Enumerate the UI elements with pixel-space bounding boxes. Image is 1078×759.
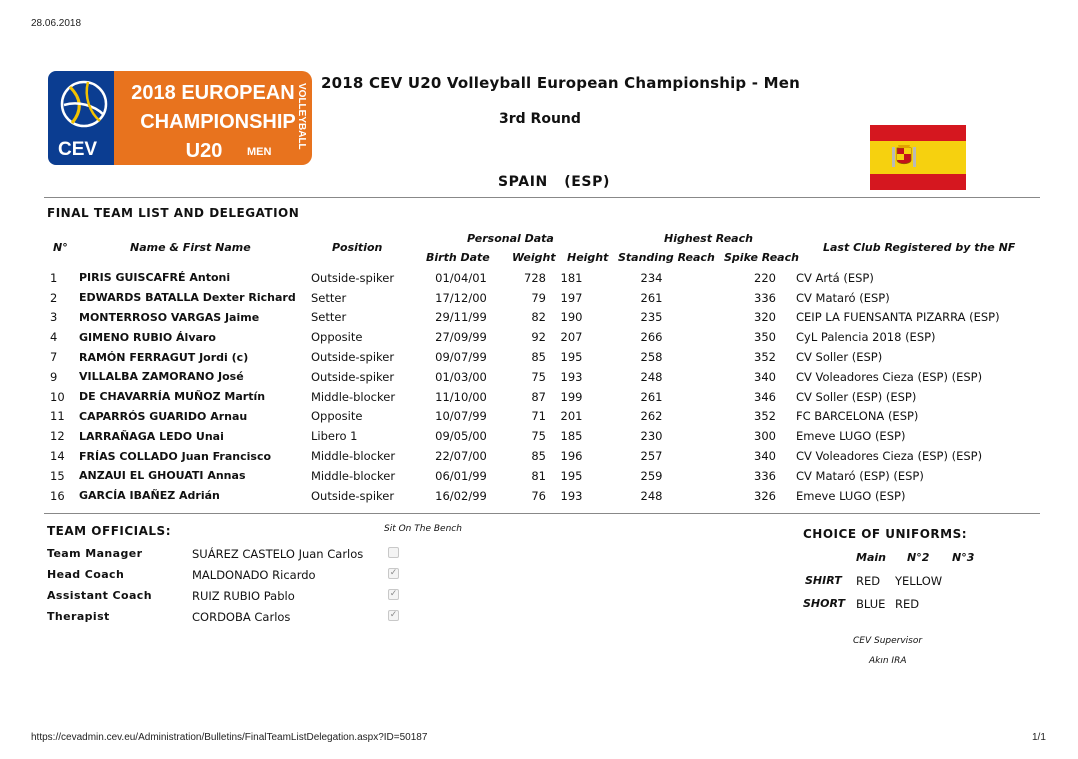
bench-checkbox-assistant-coach[interactable]: ✓ — [389, 589, 398, 599]
spain-flag-icon — [870, 125, 966, 190]
player-height: 190 — [560, 310, 583, 325]
player-standing-reach: 261 — [640, 290, 663, 305]
officials-section-title: TEAM OFFICIALS: — [47, 524, 171, 538]
player-standing-reach: 248 — [640, 369, 663, 384]
player-height: 196 — [560, 449, 583, 464]
player-weight: 85 — [531, 350, 546, 365]
highest-reach-header: Highest Reach — [664, 232, 753, 245]
player-name: ANZAUI EL GHOUATI Annas — [79, 469, 246, 483]
player-spike-reach: 336 — [754, 290, 776, 305]
bench-checkbox-therapist[interactable]: ✓ — [389, 610, 398, 620]
table-row — [44, 426, 1000, 446]
player-weight: 75 — [531, 369, 546, 384]
player-birth-date: 11/10/00 — [435, 389, 487, 404]
player-club: FC BARCELONA (ESP) — [796, 409, 919, 424]
player-club: CV Voleadores Cieza (ESP) (ESP) — [796, 449, 983, 464]
players-table-body — [44, 268, 1000, 506]
player-name: PIRIS GUISCAFRÉ Antoni — [79, 271, 231, 285]
player-standing-reach: 266 — [640, 330, 663, 345]
player-club: CV Soller (ESP) (ESP) — [796, 389, 917, 404]
player-position: Setter — [311, 290, 347, 305]
player-weight: 75 — [531, 429, 546, 444]
col-num-header: N° — [53, 241, 68, 254]
player-position: Outside-spiker — [311, 369, 395, 384]
player-position: Outside-spiker — [311, 350, 395, 365]
player-name: GIMENO RUBIO Álvaro — [79, 330, 216, 344]
player-height: 197 — [560, 290, 583, 305]
table-row — [44, 387, 1000, 407]
table-row — [44, 446, 1000, 466]
page-title: 2018 CEV U20 Volleyball European Championship - Men — [321, 74, 801, 92]
table-row — [44, 288, 1000, 308]
uniform-main-header: Main — [856, 551, 886, 564]
logo-line2: CHAMPIONSHIP — [140, 111, 296, 133]
player-birth-date: 01/04/01 — [435, 270, 487, 285]
player-number: 9 — [50, 369, 58, 384]
player-spike-reach: 220 — [754, 270, 776, 285]
players-table — [44, 268, 1000, 506]
player-club: CV Soller (ESP) — [796, 350, 883, 365]
player-standing-reach: 258 — [640, 350, 663, 365]
player-name: CAPARRÓS GUARIDO Arnau — [79, 409, 248, 423]
player-height: 181 — [560, 270, 583, 285]
player-name: RAMÓN FERRAGUT Jordi (c) — [79, 350, 249, 364]
player-spike-reach: 326 — [754, 488, 776, 503]
player-number: 2 — [50, 290, 58, 305]
short-main-color: BLUE — [856, 597, 886, 611]
player-standing-reach: 234 — [640, 270, 663, 285]
table-row — [44, 327, 1000, 347]
championship-logo — [48, 71, 312, 165]
player-position: Middle-blocker — [311, 468, 396, 483]
uniform-3-header: N°3 — [952, 551, 975, 564]
table-row — [44, 268, 1000, 288]
player-club: CV Mataró (ESP) — [796, 290, 890, 305]
bench-checkbox-team-manager[interactable] — [388, 547, 399, 558]
player-standing-reach: 259 — [640, 468, 663, 483]
player-name: DE CHAVARRÍA MUÑOZ Martín — [79, 390, 266, 404]
col-weight-header: Weight — [512, 251, 556, 264]
logo-line1: 2018 EUROPEAN — [131, 82, 295, 104]
uniform-2-header: N°2 — [907, 551, 930, 564]
uniforms-section-title: CHOICE OF UNIFORMS: — [803, 527, 968, 541]
player-position: Middle-blocker — [311, 449, 396, 464]
shirt-main-color: RED — [856, 574, 881, 588]
personal-data-header: Personal Data — [467, 232, 554, 245]
player-position: Opposite — [311, 330, 363, 345]
player-number: 1 — [50, 270, 58, 285]
team-list-section-title: FINAL TEAM LIST AND DELEGATION — [47, 206, 300, 220]
supervisor-name: Akın IRA — [869, 656, 907, 666]
player-birth-date: 01/03/00 — [435, 369, 487, 384]
player-weight: 85 — [531, 449, 546, 464]
player-club: CV Artá (ESP) — [796, 270, 874, 285]
col-position-header: Position — [332, 241, 383, 254]
player-number: 16 — [50, 488, 65, 503]
player-position: Setter — [311, 310, 347, 325]
col-club-header: Last Club Registered by the NF — [823, 241, 1016, 254]
official-role: Therapist — [47, 610, 110, 623]
player-name: EDWARDS BATALLA Dexter Richard — [79, 291, 296, 305]
official-name: CORDOBA Carlos — [192, 610, 291, 624]
table-row — [44, 466, 1000, 486]
table-row — [44, 486, 1000, 506]
col-spike-header: Spike Reach — [724, 251, 799, 264]
player-spike-reach: 336 — [754, 468, 776, 483]
player-club: CEIP LA FUENSANTA PIZARRA (ESP) — [796, 310, 1000, 325]
official-role: Head Coach — [47, 568, 125, 581]
table-row — [44, 308, 1000, 328]
player-number: 14 — [50, 449, 65, 464]
player-spike-reach: 352 — [754, 350, 776, 365]
bench-column-label: Sit On The Bench — [384, 524, 462, 534]
player-weight: 76 — [531, 488, 546, 503]
player-height: 201 — [560, 409, 583, 424]
table-row — [44, 367, 1000, 387]
player-height: 193 — [560, 369, 583, 384]
col-standing-header: Standing Reach — [618, 251, 715, 264]
logo-line3: U20 — [185, 140, 223, 162]
shirt-label: SHIRT — [805, 574, 842, 587]
logo-org: CEV — [58, 139, 98, 160]
logo-line3b: MEN — [247, 146, 272, 158]
player-club: CyL Palencia 2018 (ESP) — [796, 330, 936, 345]
print-url[interactable]: https://cevadmin.cev.eu/Administration/Bulletins/FinalTeamListDelegation.aspx?ID=50187 — [31, 732, 428, 743]
print-date: 28.06.2018 — [31, 18, 82, 29]
player-spike-reach: 350 — [754, 330, 776, 345]
player-standing-reach: 235 — [640, 310, 663, 325]
player-standing-reach: 248 — [640, 488, 663, 503]
player-number: 12 — [50, 429, 65, 444]
player-number: 4 — [50, 330, 58, 345]
player-position: Outside-spiker — [311, 488, 395, 503]
player-spike-reach: 352 — [754, 409, 776, 424]
player-number: 15 — [50, 468, 65, 483]
player-position: Opposite — [311, 409, 363, 424]
player-standing-reach: 262 — [640, 409, 663, 424]
player-position: Outside-spiker — [311, 270, 395, 285]
official-role: Team Manager — [47, 547, 143, 560]
player-position: Libero 1 — [311, 429, 358, 444]
header-divider — [44, 197, 1040, 198]
player-birth-date: 06/01/99 — [435, 468, 487, 483]
player-height: 195 — [560, 468, 583, 483]
col-height-header: Height — [567, 251, 609, 264]
player-position: Middle-blocker — [311, 389, 396, 404]
supervisor-label: CEV Supervisor — [853, 636, 923, 646]
player-spike-reach: 300 — [754, 429, 776, 444]
short-label: SHORT — [803, 597, 845, 610]
officials-divider — [44, 513, 1040, 514]
player-spike-reach: 320 — [754, 310, 776, 325]
player-height: 193 — [560, 488, 583, 503]
player-spike-reach: 340 — [754, 369, 776, 384]
short-2-color: RED — [895, 597, 920, 611]
table-row — [44, 407, 1000, 427]
official-name: RUIZ RUBIO Pablo — [192, 589, 295, 603]
player-name: VILLALBA ZAMORANO José — [79, 370, 244, 384]
player-birth-date: 17/12/00 — [435, 290, 487, 305]
player-standing-reach: 230 — [640, 429, 663, 444]
player-club: Emeve LUGO (ESP) — [796, 488, 906, 503]
player-birth-date: 10/07/99 — [435, 409, 487, 424]
player-weight: 82 — [531, 310, 546, 325]
player-birth-date: 22/07/00 — [435, 449, 487, 464]
player-height: 199 — [560, 389, 583, 404]
player-birth-date: 29/11/99 — [435, 310, 487, 325]
official-name: SUÁREZ CASTELO Juan Carlos — [192, 547, 364, 561]
player-height: 185 — [560, 429, 583, 444]
player-club: CV Voleadores Cieza (ESP) (ESP) — [796, 369, 983, 384]
print-page-number: 1/1 — [1032, 732, 1046, 743]
player-spike-reach: 346 — [754, 389, 776, 404]
player-weight: 81 — [531, 468, 546, 483]
player-birth-date: 09/07/99 — [435, 350, 487, 365]
bench-checkbox-head-coach[interactable]: ✓ — [389, 568, 398, 578]
player-name: FRÍAS COLLADO Juan Francisco — [79, 449, 272, 463]
player-weight: 87 — [531, 389, 546, 404]
team-name: SPAIN (ESP) — [498, 174, 610, 190]
player-birth-date: 09/05/00 — [435, 429, 487, 444]
player-standing-reach: 257 — [640, 449, 663, 464]
logo-side-text: VOLLEYBALL — [296, 83, 307, 150]
player-birth-date: 27/09/99 — [435, 330, 487, 345]
player-height: 195 — [560, 350, 583, 365]
player-club: CV Mataró (ESP) (ESP) — [796, 468, 924, 483]
player-weight: 71 — [531, 409, 546, 424]
table-row — [44, 347, 1000, 367]
player-number: 7 — [50, 350, 58, 365]
shirt-2-color: YELLOW — [895, 574, 943, 588]
player-number: 11 — [50, 409, 65, 424]
official-role: Assistant Coach — [47, 589, 152, 602]
player-number: 10 — [50, 389, 65, 404]
col-birth-header: Birth Date — [426, 251, 490, 264]
player-spike-reach: 340 — [754, 449, 776, 464]
col-name-header: Name & First Name — [130, 241, 251, 254]
round-label: 3rd Round — [499, 111, 581, 127]
player-weight: 728 — [524, 270, 546, 285]
player-club: Emeve LUGO (ESP) — [796, 429, 906, 444]
player-height: 207 — [560, 330, 583, 345]
player-name: MONTERROSO VARGAS Jaime — [79, 310, 260, 324]
official-name: MALDONADO Ricardo — [192, 568, 316, 582]
player-standing-reach: 261 — [640, 389, 663, 404]
player-name: LARRAÑAGA LEDO Unai — [79, 429, 224, 443]
player-number: 3 — [50, 310, 58, 325]
player-weight: 79 — [531, 290, 546, 305]
player-name: GARCÍA IBAÑEZ Adrián — [79, 489, 220, 503]
player-weight: 92 — [531, 330, 546, 345]
player-birth-date: 16/02/99 — [435, 488, 487, 503]
